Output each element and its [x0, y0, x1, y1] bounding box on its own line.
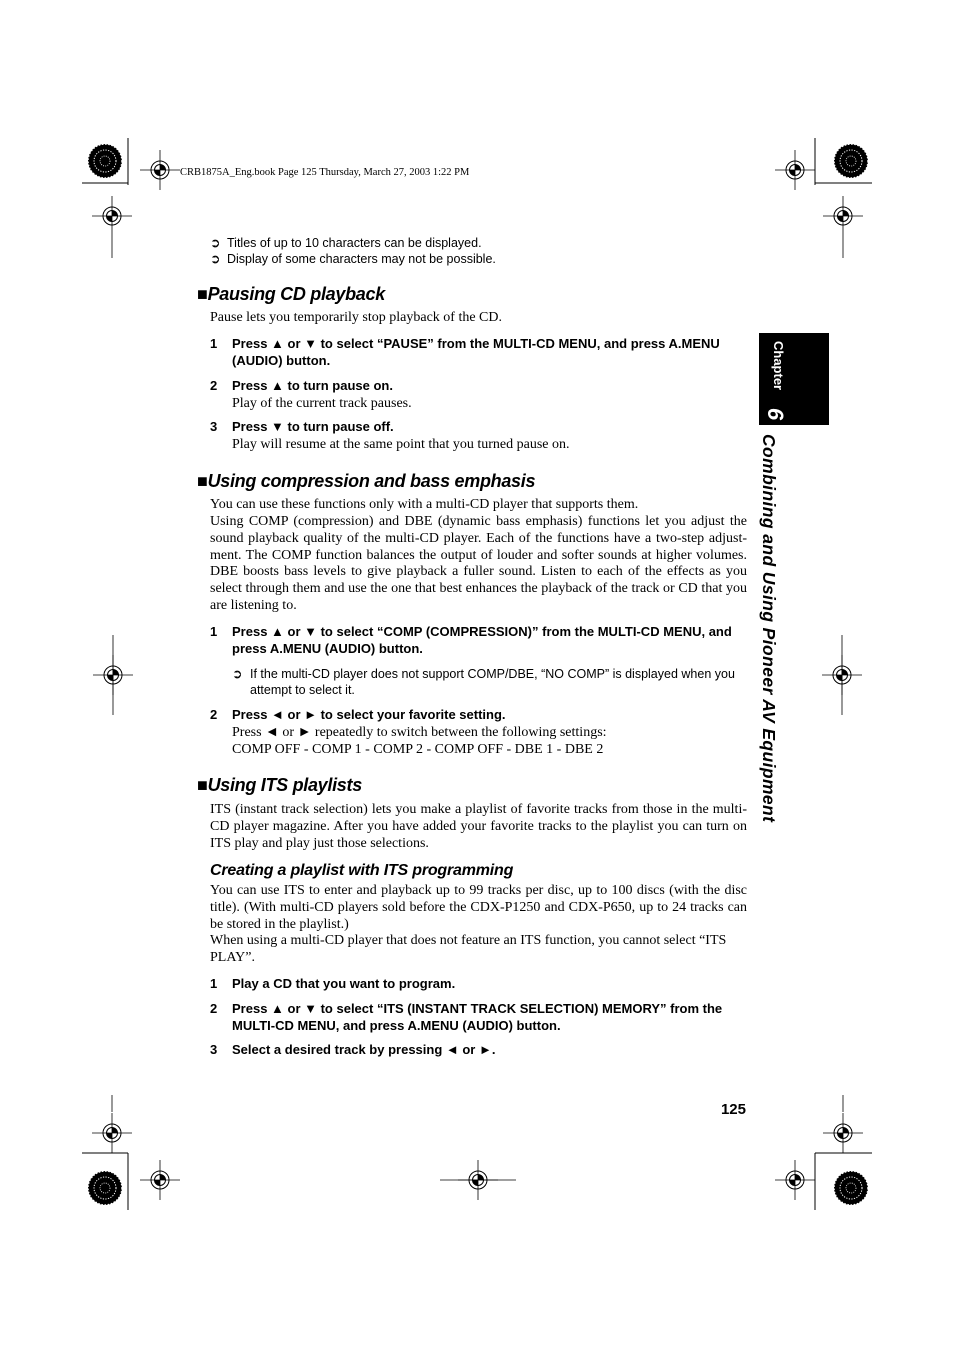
compression-intro-1: You can use these functions only with a multi-CD player that supports them.: [210, 497, 639, 512]
heading-pausing: ■Pausing CD playback: [197, 284, 385, 304]
subheading-its-programming: Creating a playlist with ITS programming: [210, 862, 514, 879]
its-step-1: 1 Play a CD that you want to program.: [210, 976, 456, 991]
crop-mark-top-right: [775, 138, 872, 258]
pause-step-3-detail: Play will resume at the same point that you turned pause on.: [232, 437, 570, 452]
note-arrow-icon: ➲: [210, 252, 221, 266]
pause-step-3: 3 Press ▼ to turn pause off.: [210, 419, 394, 434]
its-para-1: You can use ITS to enter and playback up to 99 tracks per disc, up to 100 discs (with the disc title). (With multi-CD players sold before the CDX-P1250 and CDX-P650, up to 24 tracks can be stored in the playlist.): [210, 883, 747, 932]
chapter-number: 6: [763, 407, 789, 421]
note-arrow-icon: ➲: [232, 667, 243, 681]
pause-step-2: 2 Press ▲ to turn pause on.: [210, 378, 393, 393]
chapter-side-title: Combining and Using Pioneer AV Equipment: [759, 434, 779, 823]
print-header: CRB1875A_Eng.book Page 125 Thursday, March 27, 2003 1:22 PM: [180, 167, 470, 178]
crop-mark-bottom-right: [775, 1095, 872, 1210]
heading-its: ■Using ITS playlists: [197, 775, 362, 795]
its-step-3: 3 Select a desired track by pressing ◄ or ►.: [210, 1042, 496, 1057]
chapter-label: Chapter: [771, 341, 786, 391]
compression-step-1: 1 Press ▲ or ▼ to select “COMP (COMPRESSION)” from the MULTI-CD MENU, and press A.MENU (AUDIO) button.: [210, 624, 732, 656]
note-characters: ➲ Display of some characters may not be possible.: [210, 252, 496, 266]
its-step-2: 2 Press ▲ or ▼ to select “ITS (INSTANT TRACK SELECTION) MEMORY” from the MULTI-CD MENU, and press A.MENU (AUDIO) button.: [210, 1001, 723, 1033]
heading-compression: ■Using compression and bass emphasis: [197, 471, 536, 491]
crop-mark-bottom-left: [82, 1095, 180, 1210]
note-arrow-icon: ➲: [210, 236, 221, 250]
crop-mark-top-left: [82, 138, 180, 258]
its-intro: ITS (instant track selection) lets you make a playlist of favorite tracks from those in the multi-CD player magazine. After you have added your favorite tracks to the playlist you can turn on ITS play and play just those selections.: [210, 802, 747, 851]
page-number: 125: [720, 1101, 746, 1118]
pause-step-2-detail: Play of the current track pauses.: [232, 396, 412, 411]
pause-intro: Pause lets you temporarily stop playback of the CD.: [210, 310, 502, 325]
pause-step-1: 1 Press ▲ or ▼ to select “PAUSE” from the MULTI-CD MENU, and press A.MENU (AUDIO) button.: [210, 336, 720, 368]
compression-settings-sequence: COMP OFF - COMP 1 - COMP 2 - COMP OFF - DBE 1 - DBE 2: [232, 742, 604, 757]
compression-step-2: 2 Press ◄ or ► to select your favorite setting.: [210, 707, 506, 722]
note-titles: ➲ Titles of up to 10 characters can be displayed.: [210, 236, 482, 250]
compression-intro-2: Using COMP (compression) and DBE (dynamic bass emphasis) functions let you adjust the sound playback quality of the multi-CD player. Each of the functions have a two-step adjust-ment. The COMP function balances the output of louder and softer sounds at higher volumes. DBE boosts bass levels to give playback a fuller sound. Listen to each of the effects as you select through them and use the one that best enhances the playback of the track or CD that you are listening to.: [210, 514, 747, 613]
compression-step-1-note: ➲ If the multi-CD player does not support COMP/DBE, “NO COMP” is displayed when you attempt to select it.: [232, 667, 735, 697]
compression-step-2-detail: Press ◄ or ► repeatedly to switch between the following settings:: [232, 725, 607, 740]
its-para-2: When using a multi-CD player that does not feature an ITS function, you cannot select “ITS PLAY”.: [210, 933, 727, 965]
chapter-tab: [759, 333, 829, 425]
